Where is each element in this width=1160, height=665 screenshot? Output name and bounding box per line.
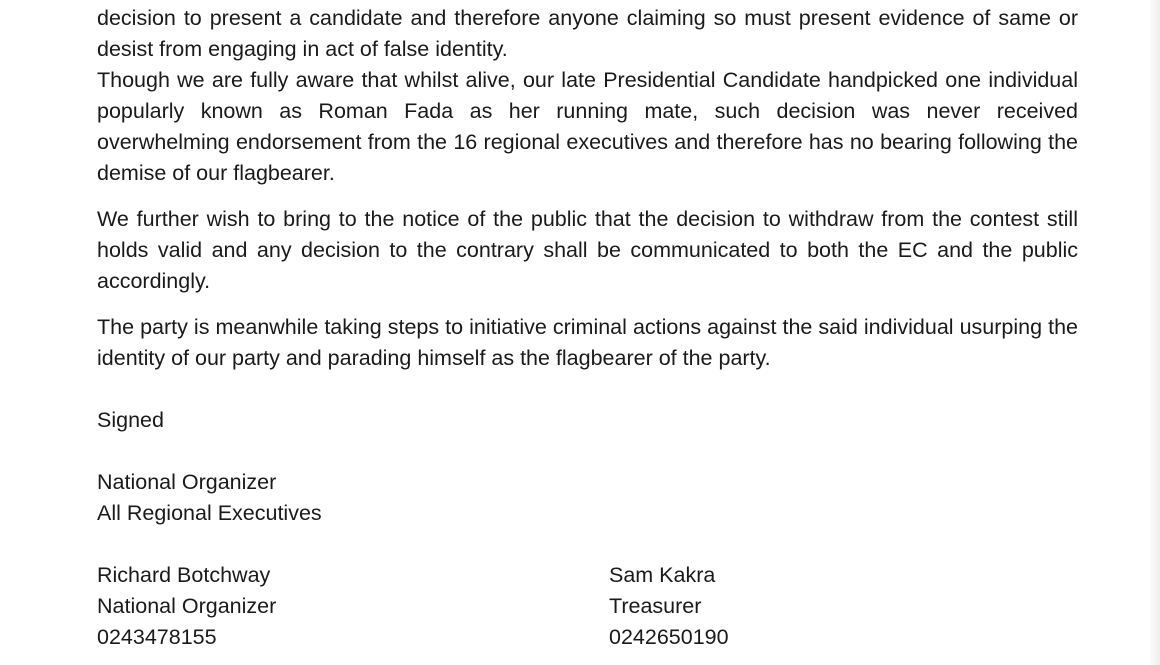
signed-by-line-2: All Regional Executives [97, 501, 322, 525]
signatory-phone: 0242650190 [609, 625, 729, 649]
signatory-phone: 0243478155 [97, 625, 217, 649]
paragraph-running-mate: Though we are fully aware that whilst alive, our late Presidential Candidate handpicked one individual popularly known as Roman Fada as her running mate, such decision was never received overwhelming endorsement from the 16 regional executives and therefore has no bearing following the demise of our flagbearer. [97, 68, 1078, 185]
signatory-block [97, 560, 609, 653]
signatory-block [609, 560, 1009, 653]
signatory-title: National Organizer [97, 594, 277, 618]
page-edge [1150, 0, 1160, 665]
signed-label: Signed [97, 408, 164, 432]
signatory-name: Sam Kakra [609, 563, 716, 587]
letter-body [97, 3, 1078, 653]
paragraph-withdrawal: We further wish to bring to the notice of the public that the decision to withdraw from the contest still holds valid and any decision to the contrary shall be communicated to both the EC and the public accordingly. [97, 207, 1078, 293]
signed-by-line-1: National Organizer [97, 470, 277, 494]
signatory-title: Treasurer [609, 594, 702, 618]
paragraph-criminal-action: The party is meanwhile taking steps to initiative criminal actions against the said individual usurping the identity of our party and parading himself as the flagbearer of the party. [97, 315, 1078, 370]
paragraph-identity: decision to present a candidate and therefore anyone claiming so must present evidence of same or desist from engaging in act of false identity. [97, 6, 1078, 61]
signatories [97, 560, 1078, 653]
signed-by-block [97, 467, 1078, 529]
signatory-name: Richard Botchway [97, 563, 271, 587]
